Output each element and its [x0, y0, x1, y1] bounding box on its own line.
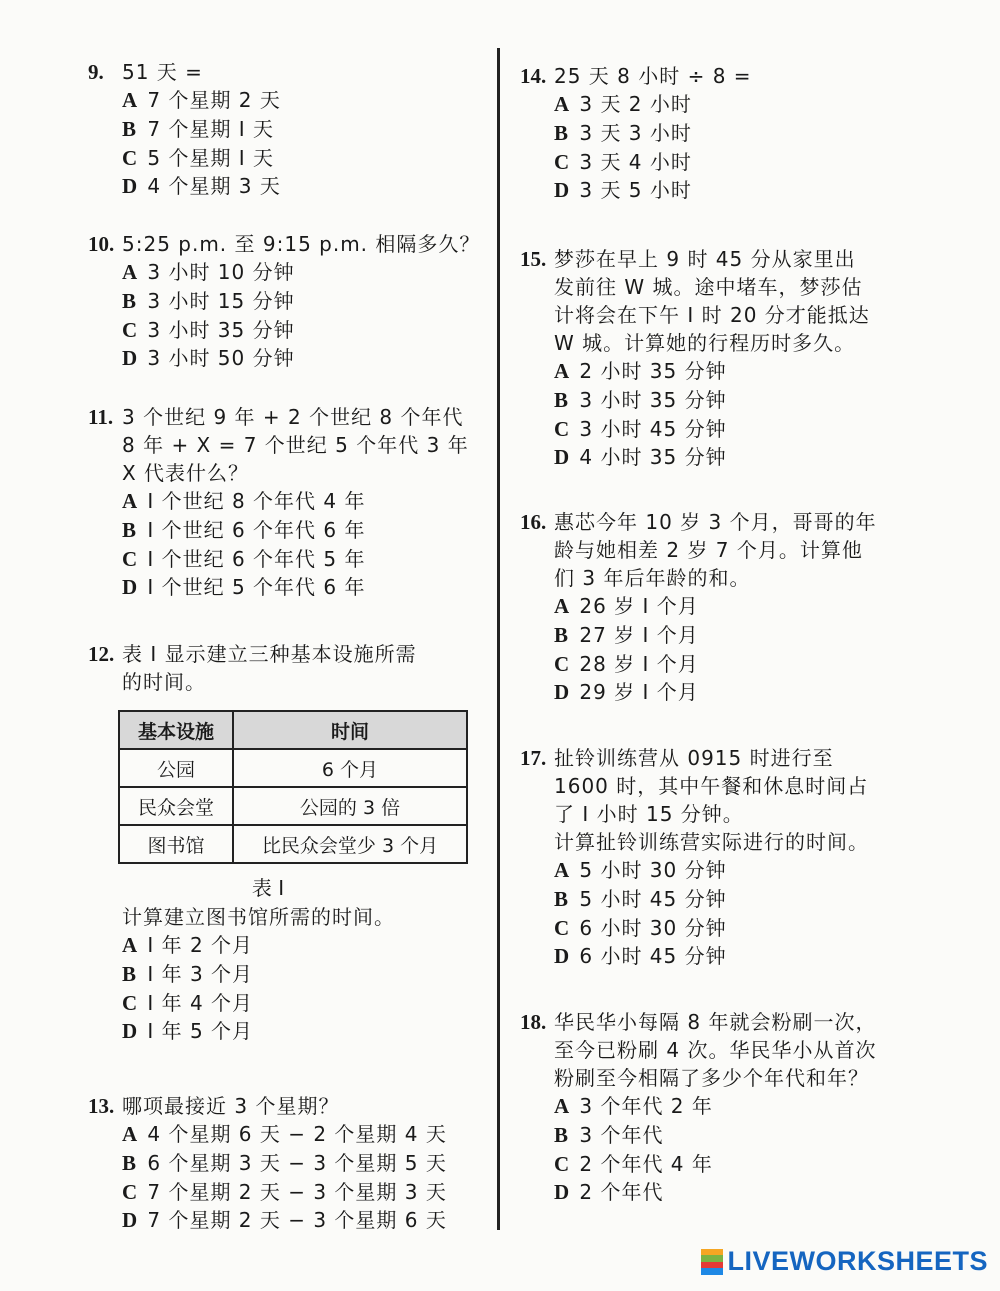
question-17 [520, 744, 905, 971]
table-header: 时间 [233, 711, 467, 749]
question-stem-line: 25 天 8 小时 ÷ 8 = [554, 64, 752, 88]
question-stem-line: 发前往 W 城。途中堵车，梦莎估 [554, 275, 863, 299]
option-b[interactable]: B 27 岁 I 个月 [554, 622, 699, 647]
question-stem-line: 龄与她相差 2 岁 7 个月。计算他 [554, 538, 863, 562]
question-14 [520, 62, 905, 205]
question-stem-line: 表 I 显示建立三种基本设施所需 [122, 642, 417, 666]
question-stem-line: 3 个世纪 9 年 + 2 个世纪 8 个年代 [122, 405, 464, 429]
option-c[interactable]: C I 个世纪 6 个年代 5 年 [122, 546, 366, 571]
option-a[interactable]: A 3 天 2 小时 [554, 92, 692, 116]
option-a[interactable]: A 3 个年代 2 年 [554, 1094, 713, 1118]
option-a[interactable]: A 2 小时 35 分钟 [554, 359, 727, 383]
option-a[interactable]: A I 个世纪 8 个年代 4 年 [122, 489, 366, 513]
question-11 [88, 403, 488, 602]
question-stem-line: 了 I 小时 15 分钟。 [554, 802, 744, 826]
question-number: 11. [88, 405, 114, 429]
facilities-table [118, 710, 468, 864]
question-stem-line: 8 年 + X = 7 个世纪 5 个年代 3 年 [122, 433, 469, 457]
option-b[interactable]: B 3 个年代 [554, 1122, 664, 1147]
option-d[interactable]: D 6 小时 45 分钟 [554, 944, 727, 969]
table-caption: 表 I [251, 876, 285, 900]
option-a[interactable]: A I 年 2 个月 [122, 933, 254, 957]
question-9 [88, 58, 488, 201]
question-number: 16. [520, 510, 547, 534]
question-stem-line: 们 3 年后年龄的和。 [554, 566, 751, 590]
table-row: 公园 6 个月 [119, 749, 467, 787]
question-stem-line: 惠芯今年 10 岁 3 个月，哥哥的年 [554, 510, 877, 534]
question-number: 10. [88, 232, 115, 256]
option-c[interactable]: C 3 天 4 小时 [554, 149, 692, 174]
table-row: 民众会堂 公园的 3 倍 [119, 787, 467, 825]
question-number: 12. [88, 642, 115, 666]
question-prompt: 计算扯铃训练营实际进行的时间。 [554, 830, 869, 854]
question-stem-line: 梦莎在早上 9 时 45 分从家里出 [554, 247, 856, 271]
question-number: 13. [88, 1094, 115, 1118]
question-15 [520, 245, 905, 472]
option-a[interactable]: A 5 小时 30 分钟 [554, 858, 727, 882]
question-stem-line: X 代表什么？ [122, 461, 250, 485]
option-d[interactable]: D I 个世纪 5 个年代 6 年 [122, 575, 366, 600]
question-13 [88, 1092, 488, 1235]
question-stem-line: 哪项最接近 3 个星期？ [122, 1094, 340, 1118]
option-d[interactable]: D 7 个星期 2 天 − 3 个星期 6 天 [122, 1208, 447, 1233]
option-c[interactable]: C I 年 4 个月 [122, 990, 254, 1015]
question-number: 9. [88, 60, 104, 84]
liveworksheets-logo[interactable] [701, 1246, 988, 1277]
option-d[interactable]: D 4 个星期 3 天 [122, 174, 281, 199]
option-c[interactable]: C 28 岁 I 个月 [554, 651, 699, 676]
question-stem-line: 51 天 = [122, 60, 203, 84]
option-b[interactable]: B I 个世纪 6 个年代 6 年 [122, 517, 366, 542]
option-c[interactable]: C 5 个星期 I 天 [122, 145, 275, 170]
table-row: 图书馆 比民众会堂少 3 个月 [119, 825, 467, 863]
column-divider [497, 48, 500, 1230]
question-12 [88, 640, 488, 1046]
option-c[interactable]: C 6 小时 30 分钟 [554, 915, 727, 940]
liveworksheets-logo-icon [701, 1249, 723, 1275]
option-c[interactable]: C 7 个星期 2 天 − 3 个星期 3 天 [122, 1179, 447, 1204]
option-b[interactable]: B 5 小时 45 分钟 [554, 886, 727, 911]
question-16 [520, 508, 905, 707]
question-number: 15. [520, 247, 547, 271]
option-d[interactable]: D 3 小时 50 分钟 [122, 346, 295, 371]
option-a[interactable]: A 26 岁 I 个月 [554, 594, 699, 618]
option-d[interactable]: D 4 小时 35 分钟 [554, 445, 727, 470]
option-c[interactable]: C 3 小时 35 分钟 [122, 317, 295, 342]
question-stem-line: 至今已粉刷 4 次。华民华小从首次 [554, 1038, 877, 1062]
question-number: 17. [520, 746, 547, 770]
question-prompt: 计算建立图书馆所需的时间。 [122, 905, 395, 929]
option-d[interactable]: D 3 天 5 小时 [554, 178, 692, 203]
option-c[interactable]: C 3 小时 45 分钟 [554, 416, 727, 441]
question-stem-line: W 城。计算她的行程历时多久。 [554, 331, 856, 355]
question-stem-line: 5:25 p.m. 至 9:15 p.m. 相隔多久？ [122, 232, 481, 256]
question-stem-line: 1600 时，其中午餐和休息时间占 [554, 774, 869, 798]
option-b[interactable]: B 3 小时 35 分钟 [554, 387, 727, 412]
option-a[interactable]: A 3 小时 10 分钟 [122, 260, 295, 284]
option-b[interactable]: B 3 小时 15 分钟 [122, 288, 295, 313]
option-c[interactable]: C 2 个年代 4 年 [554, 1151, 713, 1176]
table-header: 基本设施 [119, 711, 233, 749]
question-18 [520, 1008, 905, 1207]
question-10 [88, 230, 488, 373]
question-number: 18. [520, 1010, 547, 1034]
option-a[interactable]: A 4 个星期 6 天 − 2 个星期 4 天 [122, 1122, 447, 1146]
option-d[interactable]: D 29 岁 I 个月 [554, 680, 699, 705]
question-stem-line: 粉刷至今相隔了多少个年代和年？ [554, 1066, 869, 1090]
question-stem-line: 计将会在下午 I 时 20 分才能抵达 [554, 303, 870, 327]
option-b[interactable]: B I 年 3 个月 [122, 961, 254, 986]
question-number: 14. [520, 64, 547, 88]
question-stem-line: 的时间。 [122, 670, 206, 694]
question-stem-line: 华民华小每隔 8 年就会粉刷一次， [554, 1010, 877, 1034]
option-d[interactable]: D 2 个年代 [554, 1180, 664, 1205]
option-b[interactable]: B 6 个星期 3 天 − 3 个星期 5 天 [122, 1150, 447, 1175]
option-a[interactable]: A 7 个星期 2 天 [122, 88, 281, 112]
option-d[interactable]: D I 年 5 个月 [122, 1019, 254, 1044]
question-stem-line: 扯铃训练营从 0915 时进行至 [554, 746, 834, 770]
option-b[interactable]: B 3 天 3 小时 [554, 120, 692, 145]
option-b[interactable]: B 7 个星期 I 天 [122, 116, 275, 141]
brand-name: LIVEWORKSHEETS [727, 1246, 988, 1276]
